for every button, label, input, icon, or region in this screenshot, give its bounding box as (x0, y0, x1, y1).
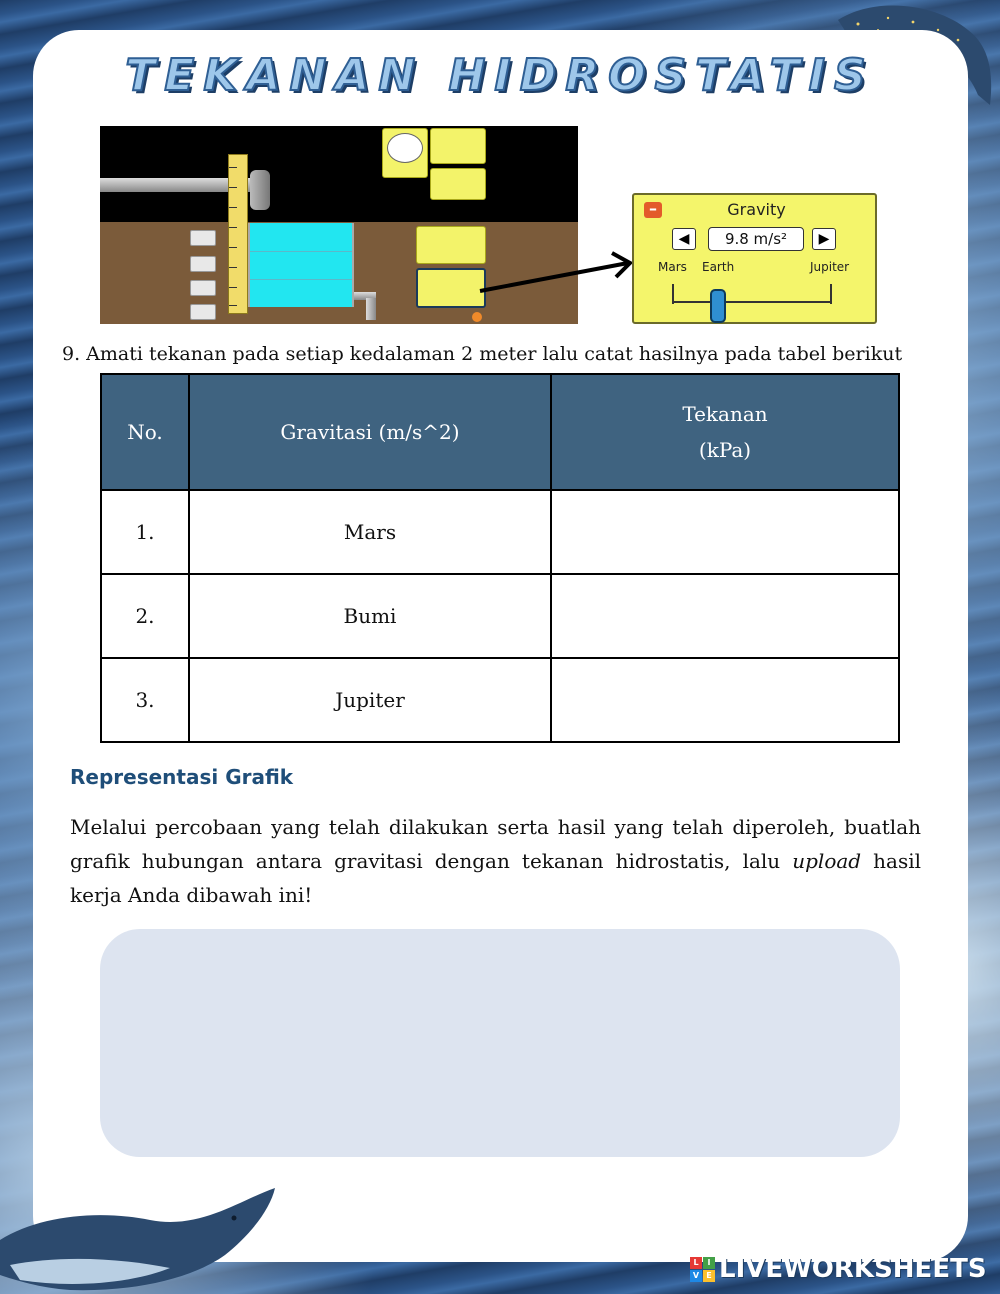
minimize-icon: – (644, 202, 662, 218)
cell-gravitasi: Bumi (189, 574, 551, 658)
sim-units-panel (430, 168, 486, 200)
header-tekanan-line2: (kPa) (698, 438, 752, 462)
liveworksheets-logo-icon (690, 1257, 715, 1282)
logo-cell: E (703, 1270, 715, 1282)
sim-water-pool (248, 223, 354, 307)
logo-cell: V (690, 1270, 702, 1282)
logo-cell: I (703, 1257, 715, 1269)
table-row (101, 658, 899, 742)
data-table (100, 373, 900, 743)
cell-no: 1. (101, 490, 189, 574)
cell-gravitasi: Mars (189, 490, 551, 574)
page-title: TEKANAN HIDROSTATIS (125, 50, 875, 101)
sim-pressure-gauge (382, 128, 428, 178)
sim-reset-icon (472, 312, 482, 322)
instruction-text-1: Melalui percobaan yang telah dilakukan serta hasil yang telah diperoleh, buatlah grafik hubungan antara gravitasi dengan tekanan hidrostatis, lalu (70, 815, 921, 873)
header-no: No. (101, 374, 189, 490)
gravity-value: 9.8 m/s² (708, 227, 804, 251)
sim-pool-icon (190, 280, 216, 296)
upload-drop-area[interactable] (100, 929, 900, 1157)
gravity-label-earth: Earth (702, 260, 735, 274)
instruction-text-2: hasil kerja Anda dibawah ini! (70, 849, 922, 907)
instruction-emphasis: upload (792, 849, 862, 873)
sim-faucet-icon (250, 170, 270, 210)
increase-arrow-icon: ▶ (812, 228, 836, 250)
whale-bottom-icon (0, 1180, 285, 1294)
gravity-slider-track (672, 301, 832, 303)
section-heading: Representasi Grafik (70, 765, 294, 789)
tekanan-answer-field[interactable] (551, 658, 899, 742)
sim-pool-icon (190, 230, 216, 246)
table-row (101, 574, 899, 658)
tekanan-answer-field[interactable] (551, 490, 899, 574)
cell-no: 3. (101, 658, 189, 742)
table-header-row (101, 374, 899, 490)
cell-no: 2. (101, 574, 189, 658)
header-gravitasi: Gravitasi (m/s^2) (189, 374, 551, 490)
logo-cell: L (690, 1257, 702, 1269)
sim-ruler (228, 154, 248, 314)
table-row (101, 490, 899, 574)
gravity-title: Gravity (727, 200, 786, 219)
decrease-arrow-icon: ◀ (672, 228, 696, 250)
pointer-arrow-icon (470, 245, 640, 297)
gravity-slider-thumb (710, 289, 726, 323)
gravity-label-jupiter: Jupiter (810, 260, 850, 274)
liveworksheets-brand (690, 1254, 987, 1284)
sim-drain-outlet (366, 298, 376, 320)
brand-name: LIVEWORKSHEETS (719, 1254, 987, 1284)
header-tekanan (551, 374, 899, 490)
sim-pool-icon (190, 304, 216, 320)
tekanan-answer-field[interactable] (551, 574, 899, 658)
gravity-panel-zoom (632, 193, 877, 324)
gravity-label-mars: Mars (658, 260, 687, 274)
sim-pool-icon (190, 256, 216, 272)
question-text: 9. Amati tekanan pada setiap kedalaman 2 meter lalu catat hasilnya pada tabel berikut (62, 343, 903, 365)
instruction-paragraph (70, 810, 921, 912)
cell-gravitasi: Jupiter (189, 658, 551, 742)
header-tekanan-line1: Tekanan (682, 402, 768, 426)
sim-options-panel (430, 128, 486, 164)
